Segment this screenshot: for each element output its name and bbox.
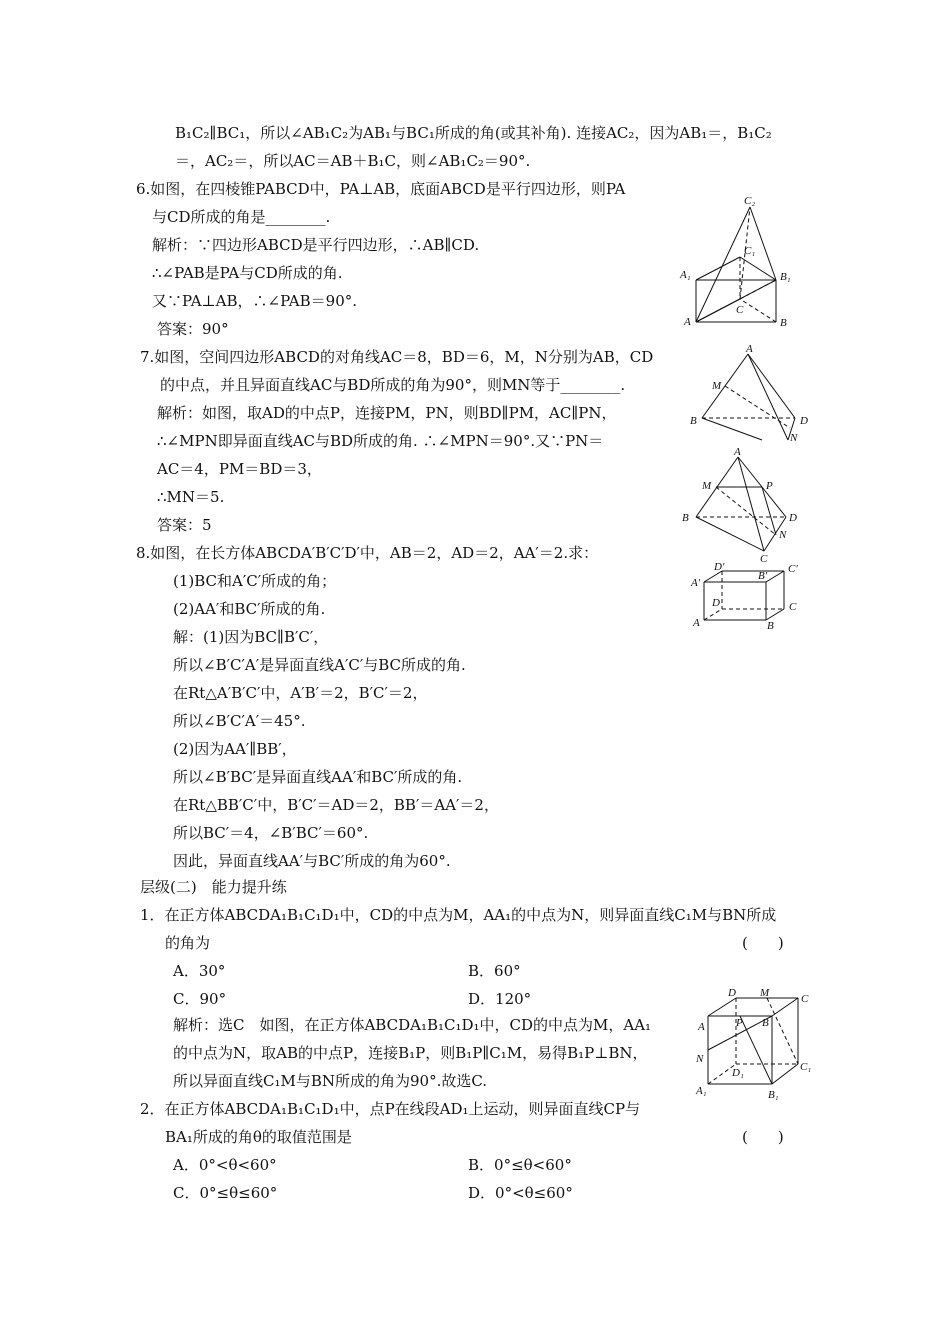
label-d: D: [712, 597, 720, 609]
label-a: A: [698, 1021, 705, 1033]
text-line: 的角为: [165, 934, 211, 952]
solution-line: 在Rt△A′B′C′中，A′B′＝2，B′C′＝2，: [173, 684, 428, 702]
figure-prism: [678, 192, 798, 332]
solution-line: ∴MN＝5.: [157, 488, 225, 506]
label-b1: B₁: [780, 271, 791, 283]
solution-line: ∴∠MPN即异面直线AC与BD所成的角. ∴∠MPN＝90°.又∵PN＝: [157, 432, 604, 450]
label-c: C: [736, 304, 744, 316]
figure-tetrahedron-2: [678, 445, 808, 565]
label-c1: C₁: [744, 245, 756, 257]
label-a1: A₁: [696, 1085, 707, 1097]
label-a-prime: A′: [691, 577, 701, 589]
label-a: A: [746, 343, 753, 355]
label-c: C: [801, 993, 809, 1005]
solution-line: AC＝4，PM＝BD＝3，: [157, 460, 322, 478]
label-p: P: [766, 480, 773, 492]
option-d: D．120°: [468, 990, 532, 1008]
solution-line: ∴∠PAB是PA与CD所成的角.: [152, 264, 343, 282]
label-n: N: [790, 432, 798, 444]
label-b-prime: B′: [758, 570, 768, 582]
section-heading: 层级(二) 能力提升练: [140, 878, 287, 896]
label-m: M: [760, 987, 770, 999]
label-d1: D₁: [732, 1067, 744, 1079]
text-line: ＝，AC₂＝，所以AC＝AB＋B₁C，则∠AB₁C₂＝90°.: [175, 152, 531, 170]
solution-line: 所以异面直线C₁M与BN所成的角为90°.故选C.: [173, 1072, 488, 1090]
label-m: M: [712, 380, 722, 392]
option-a: A．30°: [173, 962, 226, 980]
text-line: 的中点，并且异面直线AC与BD所成的角为90°，则MN等于________.: [160, 376, 626, 394]
label-c2: C₂: [744, 195, 756, 207]
label-d-prime: D′: [714, 561, 725, 573]
label-c-prime: C′: [788, 563, 798, 575]
solution-line: (2)因为AA′∥BB′，: [173, 740, 297, 758]
solution-line: 在Rt△BB′C′中，B′C′＝AD＝2，BB′＝AA′＝2，: [173, 796, 499, 814]
label-n: N: [779, 529, 787, 541]
figure-box: [690, 560, 815, 632]
answer-line: 答案：90°: [157, 320, 229, 338]
answer-bracket: ( ): [742, 934, 784, 952]
solution-line: 解：(1)因为BC∥B′C′，: [173, 628, 329, 646]
solution-line: 所以∠B′C′A′是异面直线A′C′与BC所成的角.: [173, 656, 466, 674]
label-b: B: [682, 512, 689, 524]
question-2: 2．在正方体ABCDA₁B₁C₁D₁中，点P在线段AD₁上运动，则异面直线CP与: [140, 1100, 641, 1118]
option-a: A．0°<θ<60°: [173, 1156, 277, 1174]
option-c: C．90°: [173, 990, 227, 1008]
label-b: B: [780, 317, 787, 329]
question-7: 7.如图，空间四边形ABCD的对角线AC＝8，BD＝6，M，N分别为AB，CD: [140, 348, 654, 366]
text-line: (1)BC和A′C′所成的角；: [173, 572, 337, 590]
question-1: 1．在正方体ABCDA₁B₁C₁D₁中，CD的中点为M，AA₁的中点为N，则异面直线C₁M与BN所成: [140, 906, 777, 924]
label-d: D: [800, 415, 808, 427]
label-d: D: [728, 987, 736, 999]
solution-line: 所以∠B′C′A′＝45°.: [173, 712, 306, 730]
solution-line: 解析：选C 如图，在正方体ABCDA₁B₁C₁D₁中，CD的中点为M，AA₁: [173, 1016, 652, 1034]
label-a1: A₁: [680, 269, 691, 281]
answer-bracket: ( ): [742, 1128, 784, 1146]
solution-line: 所以BC′＝4，∠B′BC′＝60°.: [173, 824, 369, 842]
label-a: A: [684, 316, 691, 328]
label-c1: C₁: [800, 1061, 812, 1073]
option-b: B．60°: [468, 962, 521, 980]
option-b: B．0°≤θ<60°: [468, 1156, 572, 1174]
label-c: C: [789, 601, 797, 613]
label-a: A: [734, 446, 741, 458]
solution-line: 所以∠B′BC′是异面直线AA′和BC′所成的角.: [173, 768, 463, 786]
text-line: BA₁所成的角θ的取值范围是: [165, 1128, 352, 1146]
solution-line: 因此，异面直线AA′与BC′所成的角为60°.: [173, 852, 451, 870]
label-c: C: [760, 553, 768, 565]
question-6: 6.如图，在四棱锥PABCD中，PA⊥AB，底面ABCD是平行四边形，则PA: [136, 180, 626, 198]
question-8: 8.如图，在长方体ABCDA′B′C′D′中，AB＝2，AD＝2，AA′＝2.求：: [136, 544, 599, 562]
answer-line: 答案：5: [157, 516, 212, 534]
label-b: B: [762, 1017, 769, 1029]
label-d: D: [789, 512, 797, 524]
text-line: B₁C₂∥BC₁，所以∠AB₁C₂为AB₁与BC₁所成的角(或其补角). 连接AC₂，因为AB₁＝，B₁C₂: [175, 124, 772, 142]
solution-line: 解析：如图，取AD的中点P，连接PM，PN，则BD∥PM，AC∥PN，: [157, 404, 617, 422]
solution-line: 的中点为N，取AB的中点P，连接B₁P，则B₁P∥C₁M，易得B₁P⊥BN，: [173, 1044, 648, 1062]
label-p: P: [736, 1017, 743, 1029]
label-m: M: [702, 480, 712, 492]
text-line: (2)AA′和BC′所成的角.: [173, 600, 326, 618]
label-b: B: [767, 620, 774, 632]
text-line: 与CD所成的角是________.: [152, 208, 331, 226]
label-n: N: [696, 1053, 704, 1065]
solution-line: 解析：∵四边形ABCD是平行四边形，∴AB∥CD.: [152, 236, 480, 254]
label-a: A: [693, 617, 700, 629]
label-b: B: [690, 415, 697, 427]
solution-line: 又∵PA⊥AB，∴∠PAB＝90°.: [152, 292, 358, 310]
option-d: D．0°<θ≤60°: [468, 1184, 573, 1202]
label-b1: B₁: [768, 1089, 779, 1101]
figure-cube: [692, 984, 817, 1104]
figure-tetrahedron-1: [690, 342, 820, 446]
option-c: C．0°≤θ≤60°: [173, 1184, 278, 1202]
